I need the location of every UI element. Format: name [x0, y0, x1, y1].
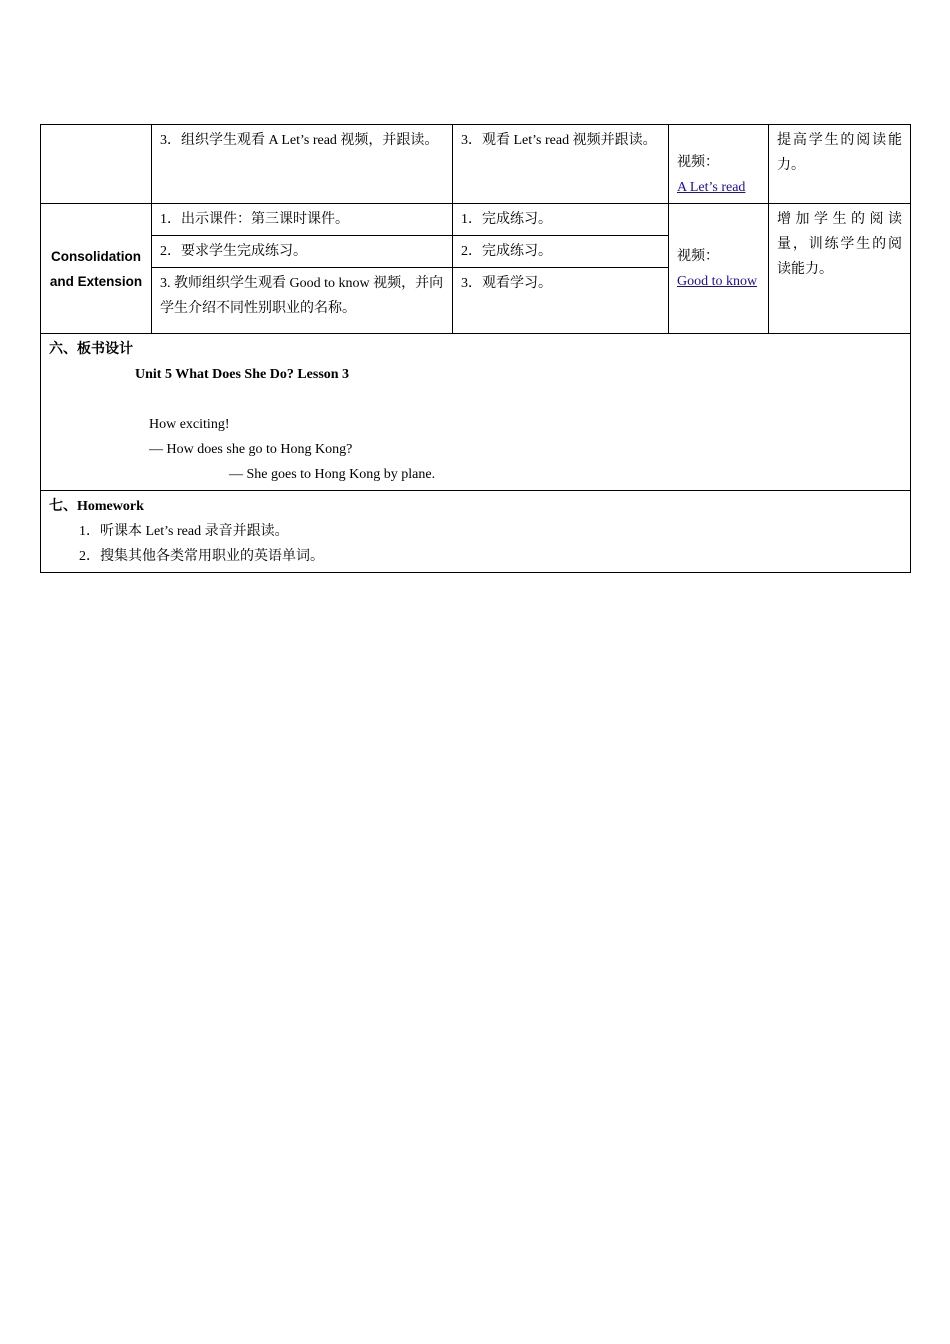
table-row	[41, 334, 911, 491]
good-to-know-video-link[interactable]: Good to know	[677, 273, 758, 289]
resource-label: 视频：	[677, 248, 719, 264]
goal-cell: 提高学生的阅读能力。	[769, 125, 911, 204]
homework-cell	[41, 491, 911, 573]
teacher-activity-cell: 2．要求学生完成练习。	[152, 236, 453, 268]
board-line: How exciting!	[149, 417, 230, 432]
stage-cell-consolidation: Consolidation and Extension	[41, 204, 152, 334]
board-design-cell	[41, 334, 911, 491]
board-title: Unit 5 What Does She Do? Lesson 3	[135, 367, 350, 382]
teacher-activity-cell: 3. 教师组织学生观看 Good to know 视频，并向学生介绍不同性别职业的名称。	[152, 268, 453, 334]
board-line: — She goes to Hong Kong by plane.	[229, 467, 436, 482]
student-activity-cell: 1．完成练习。	[453, 204, 669, 236]
homework-item: 2．搜集其他各类常用职业的英语单词。	[79, 549, 324, 564]
lesson-plan-table	[40, 124, 911, 573]
goal-cell: 增加学生的阅读量，训练学生的阅读能力。	[769, 204, 911, 334]
stage-cell-empty	[41, 125, 152, 204]
homework-heading: 七、Homework	[49, 499, 144, 514]
teacher-activity-cell: 3．组织学生观看 A Let’s read 视频，并跟读。	[152, 125, 453, 204]
board-design-heading: 六、板书设计	[49, 342, 133, 357]
student-activity-cell: 3．观看学习。	[453, 268, 669, 334]
table-row	[41, 491, 911, 573]
student-activity-cell: 2．完成练习。	[453, 236, 669, 268]
homework-item: 1．听课本 Let’s read 录音并跟读。	[79, 524, 289, 539]
resource-cell	[669, 125, 769, 204]
lets-read-video-link[interactable]: A Let’s read	[677, 180, 746, 195]
table-row	[41, 125, 911, 204]
lesson-plan-page	[40, 124, 910, 573]
resource-label: 视频：	[677, 155, 719, 170]
student-activity-cell: 3．观看 Let’s read 视频并跟读。	[453, 125, 669, 204]
teacher-activity-cell: 1．出示课件：第三课时课件。	[152, 204, 453, 236]
board-line: — How does she go to Hong Kong?	[149, 442, 353, 457]
table-row	[41, 204, 911, 236]
resource-cell	[669, 204, 769, 334]
